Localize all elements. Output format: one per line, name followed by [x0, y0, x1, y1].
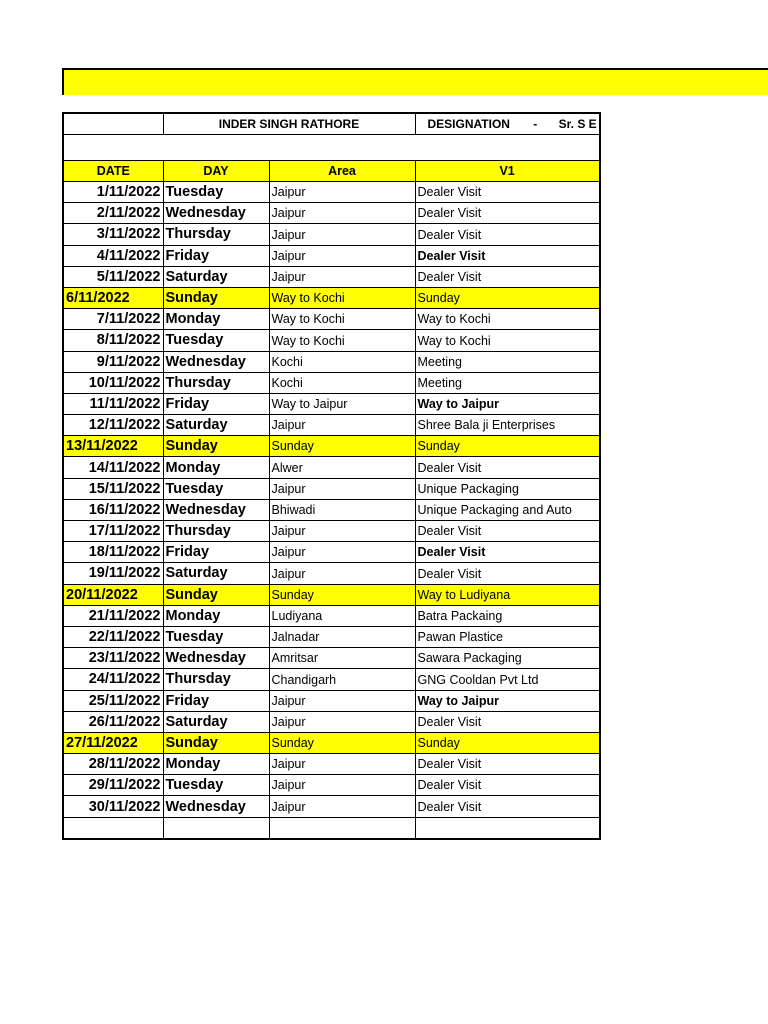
date-cell: 24/11/2022: [63, 669, 163, 690]
area-cell: Jaipur: [269, 182, 415, 203]
table-row: [63, 457, 600, 478]
day-cell: Wednesday: [163, 499, 269, 520]
date-cell: 22/11/2022: [63, 626, 163, 647]
empty-cell: [163, 817, 269, 839]
table-row: [63, 224, 600, 245]
v1-cell: Dealer Visit: [415, 245, 600, 266]
table-row: [63, 266, 600, 287]
table-row: [63, 499, 600, 520]
v1-cell: Dealer Visit: [415, 224, 600, 245]
area-cell: Amritsar: [269, 648, 415, 669]
date-cell: 8/11/2022: [63, 330, 163, 351]
v1-cell: Dealer Visit: [415, 796, 600, 817]
date-cell: 20/11/2022: [63, 584, 163, 605]
day-cell: Wednesday: [163, 796, 269, 817]
table-row: [63, 584, 600, 605]
area-cell: Ludiyana: [269, 605, 415, 626]
area-cell: Jaipur: [269, 754, 415, 775]
area-cell: Jaipur: [269, 775, 415, 796]
v1-cell: Dealer Visit: [415, 203, 600, 224]
day-cell: Sunday: [163, 732, 269, 753]
day-cell: Saturday: [163, 415, 269, 436]
area-cell: Jaipur: [269, 478, 415, 499]
table-row: [63, 626, 600, 647]
table-row: [63, 563, 600, 584]
employee-name: INDER SINGH RATHORE: [163, 113, 415, 135]
table-row: [63, 436, 600, 457]
column-header-row: [63, 161, 600, 182]
col-date-header: DATE: [63, 161, 163, 182]
empty-cell: [415, 817, 600, 839]
table-row: [63, 415, 600, 436]
date-cell: 26/11/2022: [63, 711, 163, 732]
day-cell: Saturday: [163, 563, 269, 584]
header-empty-cell: [63, 113, 163, 135]
v1-cell: Sawara Packaging: [415, 648, 600, 669]
date-cell: 3/11/2022: [63, 224, 163, 245]
area-cell: Chandigarh: [269, 669, 415, 690]
area-cell: Jaipur: [269, 203, 415, 224]
table-row: [63, 775, 600, 796]
area-cell: Jaipur: [269, 521, 415, 542]
date-cell: 12/11/2022: [63, 415, 163, 436]
v1-cell: Shree Bala ji Enterprises: [415, 415, 600, 436]
table-row: [63, 351, 600, 372]
day-cell: Saturday: [163, 711, 269, 732]
v1-cell: Way to Ludiyana: [415, 584, 600, 605]
v1-cell: Dealer Visit: [415, 563, 600, 584]
day-cell: Friday: [163, 393, 269, 414]
area-cell: Way to Kochi: [269, 309, 415, 330]
v1-cell: Pawan Plastice: [415, 626, 600, 647]
date-cell: 19/11/2022: [63, 563, 163, 584]
table-row: [63, 521, 600, 542]
day-cell: Friday: [163, 245, 269, 266]
col-v1-header: V1: [415, 161, 600, 182]
date-cell: 13/11/2022: [63, 436, 163, 457]
area-cell: Jaipur: [269, 542, 415, 563]
day-cell: Tuesday: [163, 478, 269, 499]
v1-cell: Dealer Visit: [415, 182, 600, 203]
date-cell: 25/11/2022: [63, 690, 163, 711]
area-cell: Kochi: [269, 351, 415, 372]
table-row: [63, 542, 600, 563]
area-cell: Sunday: [269, 436, 415, 457]
area-cell: Jaipur: [269, 796, 415, 817]
day-cell: Sunday: [163, 287, 269, 308]
area-cell: Way to Kochi: [269, 330, 415, 351]
day-cell: Monday: [163, 754, 269, 775]
area-cell: Way to Kochi: [269, 287, 415, 308]
empty-row: [63, 817, 600, 839]
date-cell: 15/11/2022: [63, 478, 163, 499]
v1-cell: Dealer Visit: [415, 775, 600, 796]
v1-cell: Sunday: [415, 287, 600, 308]
table-row: [63, 669, 600, 690]
table-row: [63, 605, 600, 626]
area-cell: Way to Jaipur: [269, 393, 415, 414]
designation-cell: [415, 113, 600, 135]
date-cell: 9/11/2022: [63, 351, 163, 372]
v1-cell: Way to Kochi: [415, 330, 600, 351]
area-cell: Kochi: [269, 372, 415, 393]
v1-cell: Way to Jaipur: [415, 393, 600, 414]
table-row: [63, 711, 600, 732]
area-cell: Jaipur: [269, 690, 415, 711]
day-cell: Monday: [163, 605, 269, 626]
area-cell: Jaipur: [269, 711, 415, 732]
date-cell: 17/11/2022: [63, 521, 163, 542]
v1-cell: Meeting: [415, 351, 600, 372]
area-cell: Jaipur: [269, 266, 415, 287]
date-cell: 21/11/2022: [63, 605, 163, 626]
area-cell: Jaipur: [269, 245, 415, 266]
spacer-row: [63, 135, 600, 161]
area-cell: Jaipur: [269, 415, 415, 436]
v1-cell: Unique Packaging and Auto: [415, 499, 600, 520]
date-cell: 4/11/2022: [63, 245, 163, 266]
empty-cell: [269, 817, 415, 839]
area-cell: Alwer: [269, 457, 415, 478]
empty-cell: [63, 817, 163, 839]
day-cell: Tuesday: [163, 626, 269, 647]
v1-cell: Sunday: [415, 436, 600, 457]
col-area-header: Area: [269, 161, 415, 182]
day-cell: Tuesday: [163, 330, 269, 351]
table-row: [63, 203, 600, 224]
area-cell: Jaipur: [269, 563, 415, 584]
v1-cell: Sunday: [415, 732, 600, 753]
day-cell: Sunday: [163, 436, 269, 457]
day-cell: Saturday: [163, 266, 269, 287]
date-cell: 23/11/2022: [63, 648, 163, 669]
date-cell: 10/11/2022: [63, 372, 163, 393]
date-cell: 16/11/2022: [63, 499, 163, 520]
table-row: [63, 754, 600, 775]
v1-cell: Dealer Visit: [415, 521, 600, 542]
v1-cell: Dealer Visit: [415, 711, 600, 732]
table-row: [63, 796, 600, 817]
date-cell: 6/11/2022: [63, 287, 163, 308]
table-row: [63, 393, 600, 414]
designation-value: Sr. S E: [558, 117, 597, 131]
area-cell: Sunday: [269, 732, 415, 753]
day-cell: Monday: [163, 309, 269, 330]
table-row: [63, 330, 600, 351]
date-cell: 1/11/2022: [63, 182, 163, 203]
area-cell: Jaipur: [269, 224, 415, 245]
table-row: [63, 182, 600, 203]
table-row: [63, 245, 600, 266]
table-row: [63, 287, 600, 308]
day-cell: Wednesday: [163, 648, 269, 669]
tour-plan-table: [62, 112, 601, 840]
designation-label: DESIGNATION: [427, 117, 510, 131]
v1-cell: Dealer Visit: [415, 266, 600, 287]
table-row: [63, 648, 600, 669]
date-cell: 5/11/2022: [63, 266, 163, 287]
date-cell: 30/11/2022: [63, 796, 163, 817]
day-cell: Monday: [163, 457, 269, 478]
table-row: [63, 732, 600, 753]
v1-cell: Dealer Visit: [415, 542, 600, 563]
day-cell: Thursday: [163, 521, 269, 542]
day-cell: Friday: [163, 690, 269, 711]
date-cell: 27/11/2022: [63, 732, 163, 753]
date-cell: 2/11/2022: [63, 203, 163, 224]
table-body: [63, 182, 600, 818]
v1-cell: Batra Packaing: [415, 605, 600, 626]
v1-cell: Dealer Visit: [415, 754, 600, 775]
title-bar: [62, 68, 768, 95]
col-day-header: DAY: [163, 161, 269, 182]
table-row: [63, 372, 600, 393]
date-cell: 29/11/2022: [63, 775, 163, 796]
spacer-cell: [63, 135, 600, 161]
day-cell: Sunday: [163, 584, 269, 605]
area-cell: Sunday: [269, 584, 415, 605]
v1-cell: Dealer Visit: [415, 457, 600, 478]
v1-cell: Way to Kochi: [415, 309, 600, 330]
day-cell: Thursday: [163, 224, 269, 245]
table-row: [63, 309, 600, 330]
v1-cell: Meeting: [415, 372, 600, 393]
v1-cell: Unique Packaging: [415, 478, 600, 499]
date-cell: 11/11/2022: [63, 393, 163, 414]
day-cell: Wednesday: [163, 351, 269, 372]
designation-separator: -: [533, 117, 538, 131]
area-cell: Jalnadar: [269, 626, 415, 647]
day-cell: Tuesday: [163, 182, 269, 203]
area-cell: Bhiwadi: [269, 499, 415, 520]
date-cell: 28/11/2022: [63, 754, 163, 775]
date-cell: 7/11/2022: [63, 309, 163, 330]
day-cell: Thursday: [163, 669, 269, 690]
date-cell: 14/11/2022: [63, 457, 163, 478]
table-row: [63, 690, 600, 711]
day-cell: Tuesday: [163, 775, 269, 796]
header-row: [63, 113, 600, 135]
day-cell: Friday: [163, 542, 269, 563]
v1-cell: Way to Jaipur: [415, 690, 600, 711]
date-cell: 18/11/2022: [63, 542, 163, 563]
table-row: [63, 478, 600, 499]
day-cell: Wednesday: [163, 203, 269, 224]
v1-cell: GNG Cooldan Pvt Ltd: [415, 669, 600, 690]
day-cell: Thursday: [163, 372, 269, 393]
